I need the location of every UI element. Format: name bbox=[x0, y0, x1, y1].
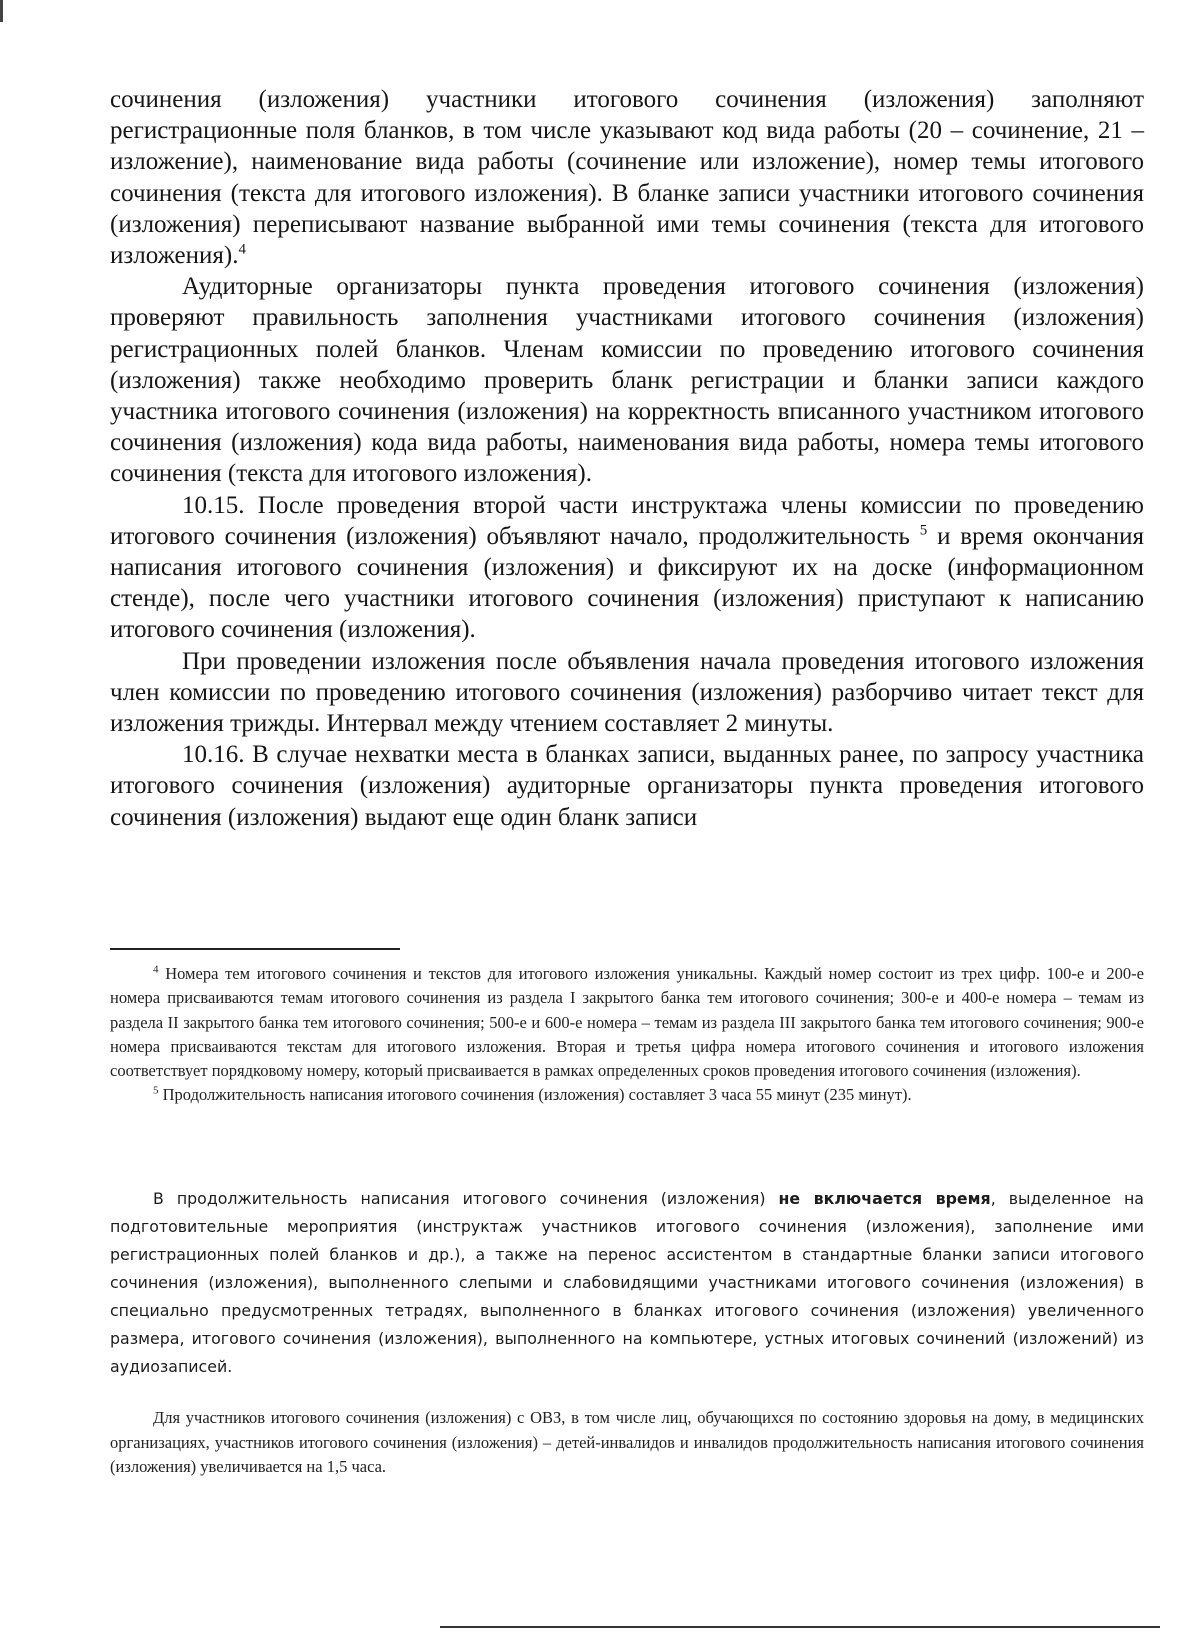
footnote-separator bbox=[110, 948, 400, 950]
footnote-mark: 5 bbox=[153, 1084, 159, 1097]
footnote-ref-5: 5 bbox=[919, 522, 928, 539]
footnote-mark: 4 bbox=[153, 963, 159, 976]
paragraph-organizers-check: Аудиторные организаторы пункта проведения итогового сочинения (изложения) проверяют правильность заполнения участниками итогового сочинения (изложения) регистрационных полей бланков. Членам комиссии по проведению итогового сочинения (изложения) также необходимо проверить бланк регистрации и бланки записи каждого участника итогового сочинения (изложения) на корректность вписанного участником итогового сочинения (изложения) кода вида работы, наименования вида работы, номера темы итогового сочинения (текста для итогового изложения). bbox=[110, 273, 1144, 488]
footnote-4 bbox=[110, 962, 1144, 1083]
page-bottom-line bbox=[440, 1626, 1160, 1628]
paragraph-registration-fields bbox=[110, 84, 1144, 271]
main-text bbox=[110, 84, 1144, 833]
ovz-extension-note: Для участников итогового сочинения (изложения) с ОВЗ, в том числе лиц, обучающихся по состоянию здоровья на дому, в медицинских организациях, участников итогового сочинения (изложения) – детей-инвалидов и инвалидов продолжительность написания итогового сочинения (изложения) увеличивается на 1,5 часа. bbox=[110, 1408, 1144, 1476]
footnote-ref-4: 4 bbox=[238, 241, 246, 258]
paragraph-text: и время окончания написания итогового сочинения (изложения) и фиксируют их на доске (информационном стенде), после чего участники итогового сочинения (изложения) приступают к написанию итогового сочинения (изложения). bbox=[110, 522, 1144, 644]
note-text: , выделенное на подготовительные мероприятия (инструктаж участников итогового сочинения (изложения), заполнение ими регистрационных полей бланков и др.), а также на перенос ассистентом в стандартные бланки записи итогового сочинения (изложения), выполненного слепыми и слабовидящими участниками итогового сочинения (изложения) в специально предусмотренных тетрадях, выполненного в бланках итогового сочинения (изложения) увеличенного размера, итогового сочинения (изложения), выполненного на компьютере, устных итоговых сочинений (изложений) из аудиозаписей. bbox=[110, 1189, 1144, 1376]
note-text: В продолжительность написания итогового сочинения (изложения) bbox=[153, 1189, 766, 1208]
paragraph-text: 10.15. После проведения второй части инструктажа члены комиссии по проведению итогового сочинения (изложения) объявляют начало, продолжительность bbox=[110, 491, 1144, 550]
paragraph-10-16: 10.16. В случае нехватки места в бланках записи, выданных ранее, по запросу участника итогового сочинения (изложения) аудиторные организаторы пункта проведения итогового сочинения (изложения) выдают еще один бланк записи bbox=[110, 741, 1144, 831]
footnote-text: Номера тем итогового сочинения и текстов для итогового изложения уникальны. Каждый номер состоит из трех цифр. 100-е и 200-е номера присваиваются темам итогового сочинения из раздела I закрытого банка тем итогового сочинения; 300-е и 400-е номера – темам из раздела II закрытого банка тем итогового сочинения; 500-е и 600-е номера – темам из раздела III закрытого банка тем итогового сочинения; 900-е номера присваиваются текстам для итогового изложения. Вторая и третья цифра номера итогового сочинения и итогового изложения соответствует порядковому номеру, который присваивается в рамках определенных сроков проведения итогового сочинения (изложения). bbox=[110, 964, 1144, 1081]
paragraph-izlozhenie-reading: При проведении изложения после объявления начала проведения итогового изложения член комиссии по проведению итогового сочинения (изложения) разборчиво читает текст для изложения трижды. Интервал между чтением составляет 2 минуты. bbox=[110, 647, 1144, 738]
footnote-5 bbox=[110, 1083, 1144, 1107]
footnotes bbox=[110, 962, 1144, 1108]
scan-edge-mark bbox=[0, 0, 3, 22]
note-emphasis: не включается время bbox=[778, 1189, 991, 1208]
duration-exclusion-note bbox=[110, 1185, 1144, 1381]
paragraph-10-15 bbox=[110, 490, 1144, 646]
footnote-text: Продолжительность написания итогового сочинения (изложения) составляет 3 часа 55 минут (235 минут). bbox=[162, 1085, 912, 1105]
paragraph-text: сочинения (изложения) участники итогового сочинения (изложения) заполняют регистрационные поля бланков, в том числе указывают код вида работы (20 – сочинение, 21 – изложение), наименование вида работы (сочинение или изложение), номер темы итогового сочинения (текста для итогового изложения). В бланке записи участники итогового сочинения (изложения) переписывают название выбранной ими темы сочинения (текста для итогового изложения). bbox=[110, 86, 1144, 270]
